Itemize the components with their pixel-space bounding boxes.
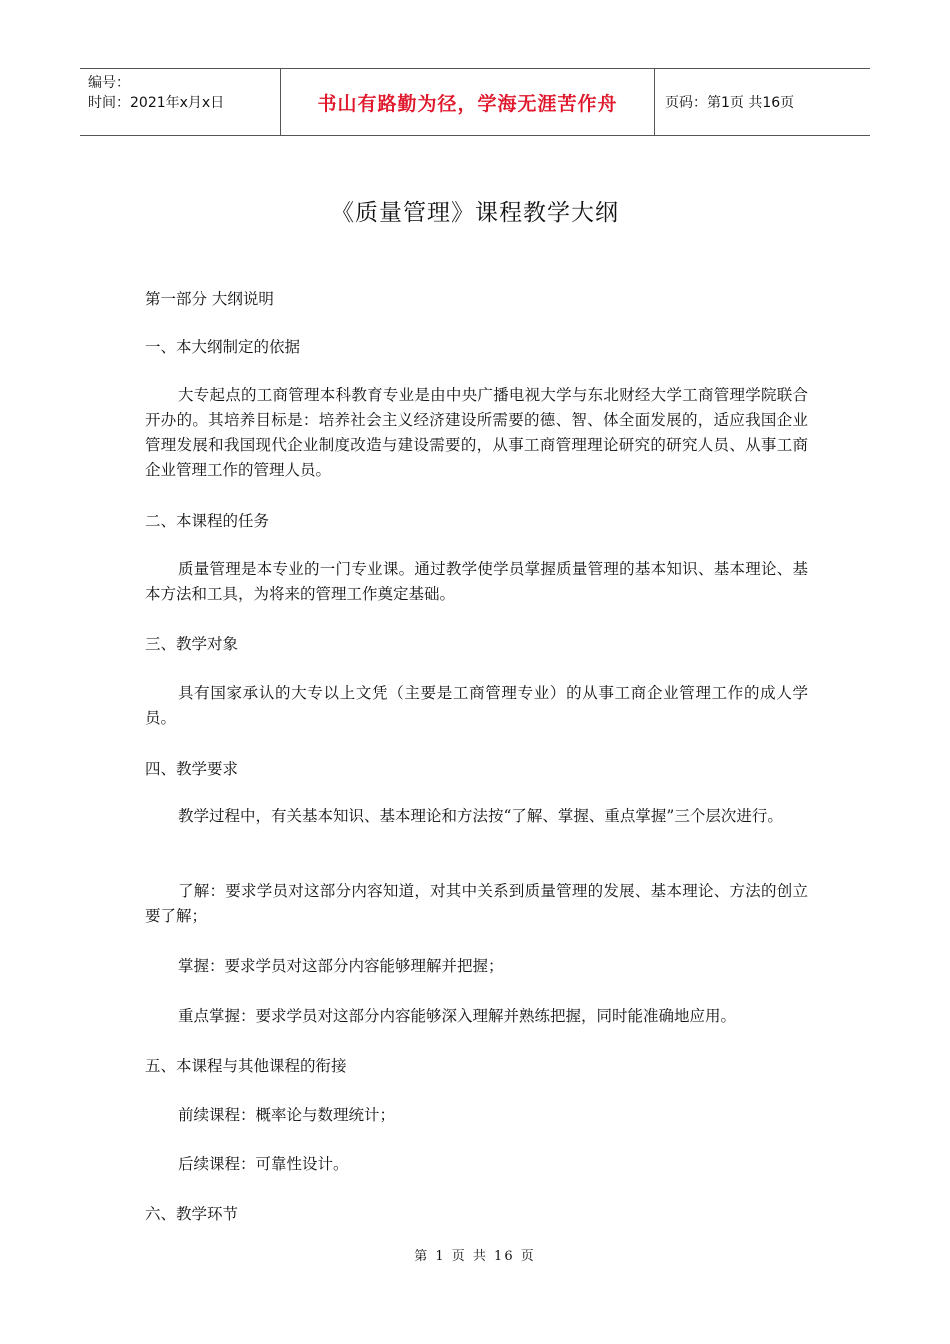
- code-label: 编号：: [88, 75, 130, 91]
- header-motto-cell: [281, 69, 655, 135]
- paragraph: 重点掌握：要求学员对这部分内容能够深入理解并熟练把握，同时能准确地应用。: [178, 1007, 737, 1025]
- header-meta: [80, 69, 281, 135]
- section-heading: 四、教学要求: [145, 760, 239, 778]
- document-title: 《质量管理》课程教学大纲: [331, 200, 619, 226]
- header-motto: 书山有路勤为径，学海无涯苦作舟: [317, 92, 618, 115]
- paragraph: 大专起点的工商管理本科教育专业是由中央广播电视大学与东北财经大学工商管理学院联合开办的。其培养目标是：培养社会主义经济建设所需要的德、智、体全面发展的，适应我国企业管理发展和我国现代企业制度改造与建设需要的，从事工商管理理论研究的研究人员、从事工商企业管理工作的管理人员。: [145, 386, 808, 479]
- part-heading: 第一部分 大纲说明: [145, 290, 274, 308]
- section-heading: 三、教学对象: [145, 635, 239, 653]
- document-header: [80, 68, 870, 136]
- paragraph: 后续课程：可靠性设计。: [178, 1155, 349, 1173]
- time-label: 时间：2021年x月x日: [88, 95, 225, 111]
- section-heading: 二、本课程的任务: [145, 512, 270, 530]
- paragraph: 前续课程：概率论与数理统计；: [178, 1106, 396, 1124]
- section-heading: 六、教学环节: [145, 1205, 239, 1223]
- paragraph: 教学过程中，有关基本知识、基本理论和方法按“了解、掌握、重点掌握”三个层次进行。: [178, 807, 783, 825]
- paragraph: 掌握：要求学员对这部分内容能够理解并把握；: [178, 957, 504, 975]
- paragraph: 具有国家承认的大专以上文凭（主要是工商管理专业）的从事工商企业管理工作的成人学员。: [145, 684, 808, 727]
- header-page-info: 页码：第1页 共16页: [665, 95, 795, 111]
- paragraph: 了解：要求学员对这部分内容知道，对其中关系到质量管理的发展、基本理论、方法的创立要了解；: [145, 882, 808, 925]
- section-heading: 五、本课程与其他课程的衔接: [145, 1057, 347, 1075]
- paragraph: 质量管理是本专业的一门专业课。通过教学使学员掌握质量管理的基本知识、基本理论、基本方法和工具，为将来的管理工作奠定基础。: [145, 560, 808, 603]
- page-footer: 第 1 页 共 16 页: [414, 1249, 536, 1264]
- header-page-info-cell: [655, 69, 870, 135]
- section-heading: 一、本大纲制定的依据: [145, 338, 301, 356]
